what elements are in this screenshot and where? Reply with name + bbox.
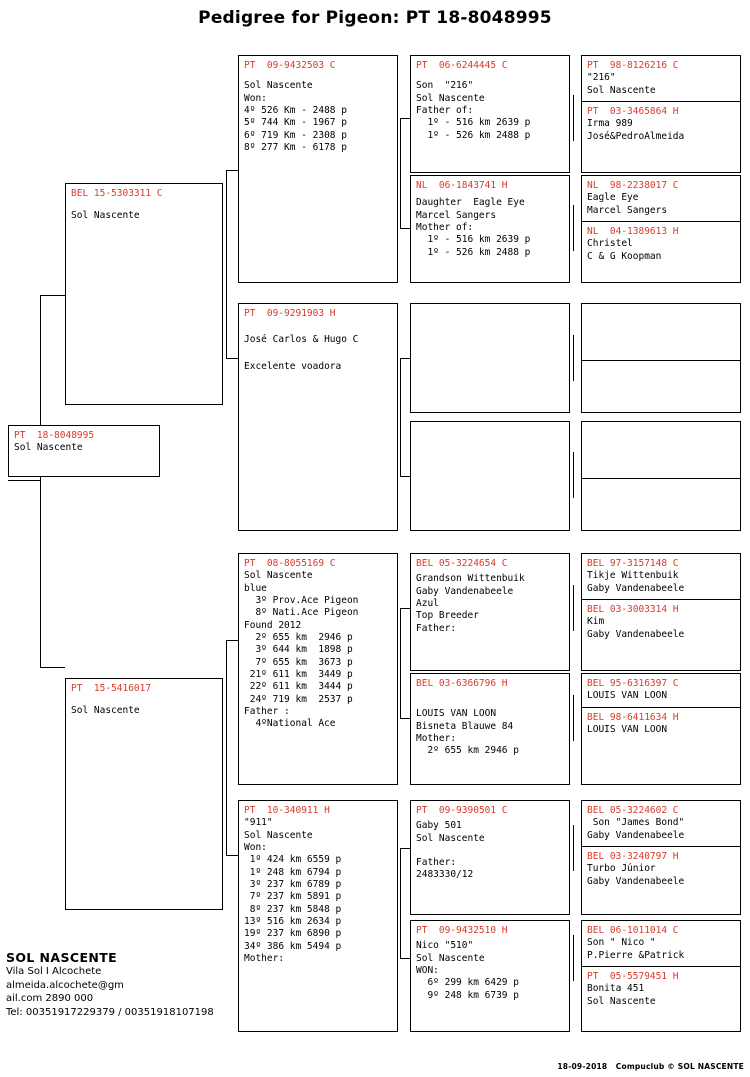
pedigree-box-g5-4[interactable] [581, 421, 741, 531]
pedigree-box-g5-5[interactable] [581, 553, 741, 671]
pigeon-detail: 2483330/12 [416, 869, 474, 881]
pigeon-ring-id: BEL 05-3224602 C [587, 805, 679, 816]
connector-line [8, 480, 40, 481]
pedigree-box-g4-2[interactable] [410, 175, 570, 283]
pigeon-detail: Father of: [416, 105, 474, 117]
connector-line [226, 358, 238, 359]
pigeon-detail: 34º 386 km 5494 p [244, 940, 342, 952]
pigeon-detail: LOUIS VAN LOON [587, 690, 668, 702]
pigeon-detail: José Carlos & Hugo C [244, 334, 359, 346]
pedigree-box-g5-1[interactable] [581, 55, 741, 173]
pigeon-detail: Son " Nico " [587, 937, 656, 949]
pedigree-box-subject[interactable] [8, 425, 160, 477]
pigeon-detail: Sol Nascente [587, 995, 656, 1007]
pigeon-ring-id: NL 06-1843741 H [416, 180, 508, 191]
pigeon-detail: Father : [244, 706, 290, 718]
pigeon-detail: Sol Nascente [244, 570, 313, 582]
pigeon-detail: 1º - 526 km 2488 p [416, 246, 531, 258]
pedigree-box-g4-1[interactable] [410, 55, 570, 173]
loft-name: SOL NASCENTE [6, 950, 118, 965]
connector-line [400, 118, 410, 119]
connector-line [226, 640, 238, 641]
pigeon-detail: Turbo Júnior [587, 863, 656, 875]
connector-line [573, 95, 574, 141]
connector-line [573, 825, 574, 871]
pigeon-detail: "911" [244, 817, 273, 829]
pigeon-ring-id: PT 18-8048995 [14, 430, 95, 441]
pigeon-detail: Nico "510" [416, 940, 474, 952]
connector-line [573, 695, 574, 741]
pigeon-detail: 19º 237 km 6890 p [244, 928, 342, 940]
pigeon-detail: 1º 248 km 6794 p [244, 866, 342, 878]
connector-line [40, 295, 41, 667]
pigeon-detail: 6º 719 Km - 2308 p [244, 129, 347, 141]
pigeon-ring-id: PT 09-9291903 H [244, 308, 336, 319]
pigeon-detail: WON: [416, 965, 439, 977]
pedigree-box-sire[interactable] [65, 183, 223, 405]
pigeon-detail: 7º 237 km 5891 p [244, 891, 342, 903]
pigeon-detail: 24º 719 km 2537 p [244, 693, 353, 705]
pigeon-ring-id: PT 05-5579451 H [587, 971, 679, 983]
pigeon-detail: 5º 744 Km - 1967 p [244, 117, 347, 129]
pigeon-detail: Marcel Sangers [416, 209, 497, 221]
pedigree-box-g5-6[interactable] [581, 673, 741, 785]
pigeon-detail: Daughter Eagle Eye [416, 197, 525, 209]
pigeon-detail: Excelente voadora [244, 360, 342, 372]
pedigree-box-g4-5[interactable] [410, 553, 570, 671]
pigeon-ring-id: BEL 06-1011014 C [587, 925, 679, 936]
connector-line [400, 358, 401, 476]
pigeon-detail: Grandson Wittenbuik [416, 573, 525, 585]
connector-line [226, 640, 227, 855]
pigeon-detail: Marcel Sangers [587, 204, 668, 216]
pigeon-ring-id: BEL 15-5303311 C [71, 188, 163, 199]
pigeon-detail: Bonita 451 [587, 983, 645, 995]
loft-email-2: ail.com 2890 000 [6, 993, 94, 1004]
pigeon-ring-id: BEL 97-3157148 C [587, 558, 679, 569]
pigeon-detail: Father: [416, 857, 457, 869]
pigeon-ring-id: PT 10-340911 H [244, 805, 330, 816]
connector-line [226, 170, 238, 171]
pigeon-ring-id: PT 09-9390501 C [416, 805, 508, 816]
pedigree-box-g4-4[interactable] [410, 421, 570, 531]
print-credit: 18-09-2018 Compuclub © SOL NASCENTE [557, 1062, 744, 1071]
connector-line [400, 118, 401, 228]
pigeon-detail: LOUIS VAN LOON [416, 708, 497, 720]
pigeon-detail: 2º 655 km 2946 p [416, 745, 519, 757]
loft-address: Vila Sol I Alcochete [6, 966, 102, 977]
pigeon-detail: Won: [244, 842, 267, 854]
pigeon-ring-id: PT 15-5416017 [71, 683, 152, 694]
loft-email-1: almeida.alcochete@gm [6, 979, 124, 991]
pigeon-detail: Bisneta Blauwe 84 [416, 720, 514, 732]
pedigree-box-g3-1[interactable] [238, 55, 398, 283]
connector-line [400, 476, 410, 477]
pigeon-detail: P.Pierre &Patrick [587, 949, 685, 961]
pigeon-detail: 8º 237 km 5848 p [244, 903, 342, 915]
pigeon-ring-id: BEL 05-3224654 C [416, 558, 508, 569]
pigeon-detail: 6º 299 km 6429 p [416, 977, 519, 989]
pedigree-box-g4-8[interactable] [410, 920, 570, 1032]
pedigree-box-g3-4[interactable] [238, 800, 398, 1032]
pigeon-ring-id: PT 03-3465864 H [587, 106, 679, 118]
pigeon-ring-id: PT 09-9432503 C [244, 60, 336, 71]
pigeon-ring-id: PT 06-6244445 C [416, 60, 508, 71]
pigeon-detail: 7º 655 km 3673 p [244, 656, 353, 668]
pigeon-ring-id: NL 98-2238017 C [587, 180, 679, 191]
pigeon-detail: Top Breeder [416, 610, 479, 622]
pigeon-detail: Kim [587, 616, 605, 628]
pigeon-detail: Mother: [244, 953, 285, 965]
connector-line [40, 667, 65, 668]
pigeon-detail: Mother of: [416, 222, 474, 234]
pigeon-detail: Sol Nascente [14, 442, 83, 454]
pigeon-detail: Sol Nascente [587, 84, 656, 96]
pigeon-detail: Gaby Vandenabeele [416, 585, 514, 597]
pigeon-detail: 4ºNational Ace [244, 718, 336, 730]
pigeon-detail: Son "216" [416, 80, 474, 92]
connector-line [400, 608, 401, 718]
pedigree-box-g4-3[interactable] [410, 303, 570, 413]
connector-line [226, 855, 238, 856]
pigeon-detail: LOUIS VAN LOON [587, 724, 668, 736]
pigeon-detail: Found 2012 [244, 619, 302, 631]
pigeon-detail: 4º 526 Km - 2488 p [244, 105, 347, 117]
pigeon-detail: 1º - 516 km 2639 p [416, 117, 531, 129]
pigeon-detail: 3º 237 km 6789 p [244, 879, 342, 891]
pigeon-detail: 8º 277 Km - 6178 p [244, 142, 347, 154]
pigeon-detail: 1º 424 km 6559 p [244, 854, 342, 866]
pigeon-detail: Sol Nascente [71, 210, 140, 222]
pedigree-box-g5-8[interactable] [581, 920, 741, 1032]
connector-line [400, 848, 410, 849]
page-title: Pedigree for Pigeon: PT 18-8048995 [198, 8, 552, 28]
pigeon-detail: Father: [416, 622, 457, 634]
pedigree-box-g4-7[interactable] [410, 800, 570, 915]
pigeon-ring-id: NL 04-1389613 H [587, 226, 679, 238]
pigeon-detail: Son "James Bond" [587, 817, 685, 829]
pigeon-detail: Gaby Vandenabeele [587, 582, 685, 594]
pigeon-ring-id: BEL 95-6316397 C [587, 678, 679, 689]
pigeon-detail: Mother: [416, 733, 457, 745]
pigeon-detail: blue [244, 582, 267, 594]
pigeon-detail: 8º Nati.Ace Pigeon [244, 607, 359, 619]
pigeon-detail: Sol Nascente [416, 832, 485, 844]
pigeon-detail: Tikje Wittenbuik [587, 570, 679, 582]
connector-line [400, 358, 410, 359]
connector-line [573, 335, 574, 381]
pigeon-detail: Gaby Vandenabeele [587, 875, 685, 887]
loft-contact-block [6, 950, 214, 1019]
pigeon-ring-id: BEL 98-6411634 H [587, 711, 679, 723]
pigeon-detail: Sol Nascente [244, 80, 313, 92]
pigeon-detail: 3º 644 km 1898 p [244, 644, 353, 656]
connector-line [573, 585, 574, 631]
pigeon-detail: 3º Prov.Ace Pigeon [244, 595, 359, 607]
pedigree-box-g4-6[interactable] [410, 673, 570, 785]
connector-line [573, 935, 574, 981]
connector-line [400, 958, 410, 959]
pigeon-detail: Gaby Vandenabeele [587, 628, 685, 640]
pigeon-ring-id: PT 08-8055169 C [244, 558, 336, 569]
pigeon-detail: C & G Koopman [587, 250, 662, 262]
pedigree-box-g5-2[interactable] [581, 175, 741, 283]
loft-phone: Tel: 00351917229379 / 00351918107198 [6, 1006, 214, 1018]
pigeon-detail: 22º 611 km 3444 p [244, 681, 353, 693]
connector-line [400, 718, 410, 719]
pedigree-box-g3-3[interactable] [238, 553, 398, 785]
pigeon-detail: 13º 516 km 2634 p [244, 916, 342, 928]
pedigree-box-g5-7[interactable] [581, 800, 741, 915]
pigeon-detail: Azul [416, 598, 439, 610]
pigeon-detail: Sol Nascente [416, 92, 485, 104]
pigeon-ring-id: BEL 03-6366796 H [416, 678, 508, 689]
pigeon-detail: Won: [244, 92, 267, 104]
pigeon-detail: Eagle Eye [587, 192, 639, 204]
pigeon-detail: "216" [587, 72, 616, 84]
connector-line [573, 205, 574, 251]
connector-line [573, 452, 574, 498]
connector-line [400, 848, 401, 958]
pedigree-box-dam[interactable] [65, 678, 223, 910]
pigeon-detail: 2º 655 km 2946 p [244, 632, 353, 644]
pigeon-ring-id: BEL 03-3240797 H [587, 851, 679, 863]
pigeon-ring-id: BEL 03-3003314 H [587, 604, 679, 616]
pedigree-box-g5-3[interactable] [581, 303, 741, 413]
pigeon-detail: 1º - 516 km 2639 p [416, 234, 531, 246]
pigeon-detail: Christel [587, 238, 633, 250]
pigeon-detail: José&PedroAlmeida [587, 130, 685, 142]
connector-line [40, 295, 65, 296]
pigeon-ring-id: PT 09-9432510 H [416, 925, 508, 936]
pigeon-detail: Gaby Vandenabeele [587, 829, 685, 841]
pigeon-detail: Sol Nascente [71, 705, 140, 717]
pigeon-detail: 21º 611 km 3449 p [244, 669, 353, 681]
pigeon-detail: 9º 248 km 6739 p [416, 989, 519, 1001]
pedigree-box-g3-2[interactable] [238, 303, 398, 531]
pigeon-ring-id: PT 98-8126216 C [587, 60, 679, 71]
pigeon-detail: Sol Nascente [416, 952, 485, 964]
connector-line [400, 608, 410, 609]
connector-line [400, 228, 410, 229]
connector-line [226, 170, 227, 358]
pigeon-detail: 1º - 526 km 2488 p [416, 129, 531, 141]
pigeon-detail: Gaby 501 [416, 820, 462, 832]
pigeon-detail: Sol Nascente [244, 829, 313, 841]
pigeon-detail: Irma 989 [587, 118, 633, 130]
